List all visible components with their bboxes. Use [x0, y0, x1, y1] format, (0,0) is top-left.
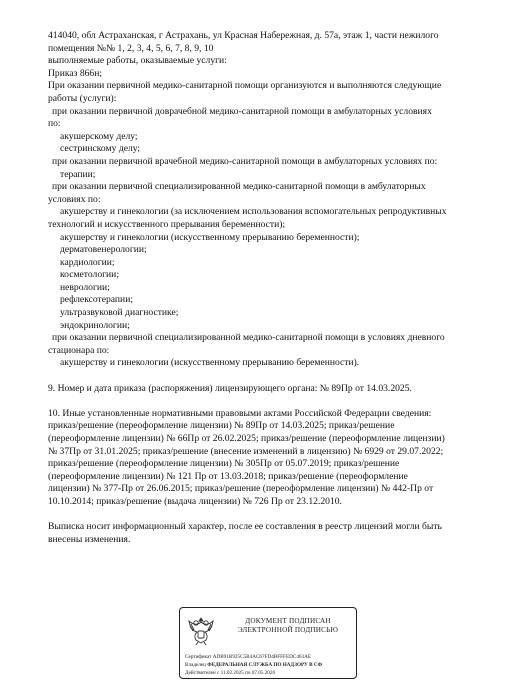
text-line: акушерству и гинекологии (искусственному прерыванию беременности). [60, 357, 360, 369]
text-line: сестринскому делу; [60, 143, 141, 155]
stamp-certificate-label: Сертификат [185, 654, 212, 660]
text-line: Выписка носит информационный характер, после ее составления в реестр лицензий могли быть [48, 521, 442, 533]
text-line: косметологии; [60, 269, 119, 281]
stamp-certificate [185, 654, 311, 660]
stamp-validity-value: с 11.02.2025 по 07.05.2026 [217, 670, 276, 676]
text-line: по: [48, 118, 61, 130]
stamp-owner-value: ФЕДЕРАЛЬНАЯ СЛУЖБА ПО НАДЗОРУ В СФ [207, 662, 323, 668]
blank-line [48, 395, 488, 408]
text-line: выполняемые работы, оказываемые услуги: [48, 55, 227, 67]
text-line: 414040, обл Астраханская, г Астрахань, ул Красная Набережная, д. 57а, этаж 1, части нежилого [48, 30, 439, 41]
text-line: 9. Номер и дата приказа (распоряжения) лицензирующего органа: № 89Пр от 14.03.2025. [48, 382, 412, 394]
text-line: неврологии; [60, 281, 110, 293]
text-line: при оказании первичной специализированной медико-санитарной помощи в амбулаторных [52, 181, 426, 193]
document-body [48, 30, 488, 546]
stamp-validity [185, 670, 275, 676]
stamp-title-line2: ЭЛЕКТРОННОЙ ПОДПИСЬЮ [237, 626, 339, 634]
text-line: Приказ 866н; [48, 67, 103, 79]
stamp-title [222, 617, 354, 635]
text-line: технологий и искусственного прерывания беременности); [48, 218, 286, 230]
text-line: дерматовенерологии; [60, 244, 147, 256]
text-line: условиях по: [48, 193, 101, 205]
electronic-signature-stamp [179, 607, 357, 679]
text-line: (переоформление лицензии) № 66Пр от 26.02.2025; приказ/решение (переоформление лицензии) [48, 433, 445, 444]
text-line: кардиологии; [60, 256, 115, 268]
text-line: при оказании первичной доврачебной медико-санитарной помощи в амбулаторных условиях [52, 105, 432, 117]
text-line: лицензии) № 377-Пр от 26.06.2015; приказ/решение (переоформление лицензии) № 442-Пр от [48, 483, 434, 495]
text-line: (переоформление лицензии) № 121 Пр от 13.03.2018; приказ/решение (переоформление [48, 470, 408, 482]
text-line: рефлексотерапии; [60, 294, 133, 306]
text-line: 10.10.2014; приказ/решение (выдача лицензии) № 726 Пр от 23.12.2010. [48, 495, 342, 507]
stamp-owner [185, 662, 322, 668]
text-line: акушерству и гинекологии (за исключением использования вспомогательных репродуктивных [60, 206, 447, 218]
text-line: стационара по: [48, 344, 110, 356]
text-line: помещения №№ 1, 2, 3, 4, 5, 6, 7, 8, 9, 10 [48, 42, 214, 54]
text-line: при оказании первичной врачебной медико-санитарной помощи в амбулаторных условиях по: [52, 155, 438, 167]
text-line: работы (услуги): [48, 92, 117, 104]
stamp-owner-label: Владелец [185, 662, 206, 668]
text-line: акушерству и гинекологии (искусственному прерыванию беременности); [60, 231, 360, 243]
stamp-certificate-value: ADB91B925C5B4AC67FD4BFFFEDC463AE [212, 654, 312, 660]
text-line: приказ/решение (переоформление лицензии) № 89Пр от 14.03.2025; приказ/решение [48, 420, 395, 432]
stamp-title-line1: ДОКУМЕНТ ПОДПИСАН [245, 617, 331, 625]
text-line: ультразвуковой диагностике; [60, 307, 179, 319]
text-line: приказ/решение (переоформление лицензии) № 305Пр от 05.07.2019; приказ/решение [48, 458, 400, 470]
text-line: № 37Пр от 31.01.2025; приказ/решение (внесение изменений в лицензию) № 6929 от 29.07.2022; [48, 445, 444, 457]
coat-of-arms-icon [186, 614, 216, 646]
text-line: эндокринологии; [60, 319, 130, 331]
blank-line [48, 509, 488, 522]
text-line: При оказании первичной медико-санитарной помощи организуются и выполняются следующие [48, 80, 442, 92]
text-line: внесены изменения. [48, 533, 131, 545]
blank-line [48, 370, 488, 383]
text-line: при оказании первичной специализированной медико-санитарной помощи в условиях дневного [52, 332, 445, 344]
text-line: терапии; [60, 168, 96, 180]
text-line: акушерскому делу; [60, 130, 138, 142]
stamp-validity-label: Действителен [185, 670, 216, 676]
text-line: 10. Иные установленные нормативными правовыми актами Российской Федерации сведения: [48, 407, 432, 419]
